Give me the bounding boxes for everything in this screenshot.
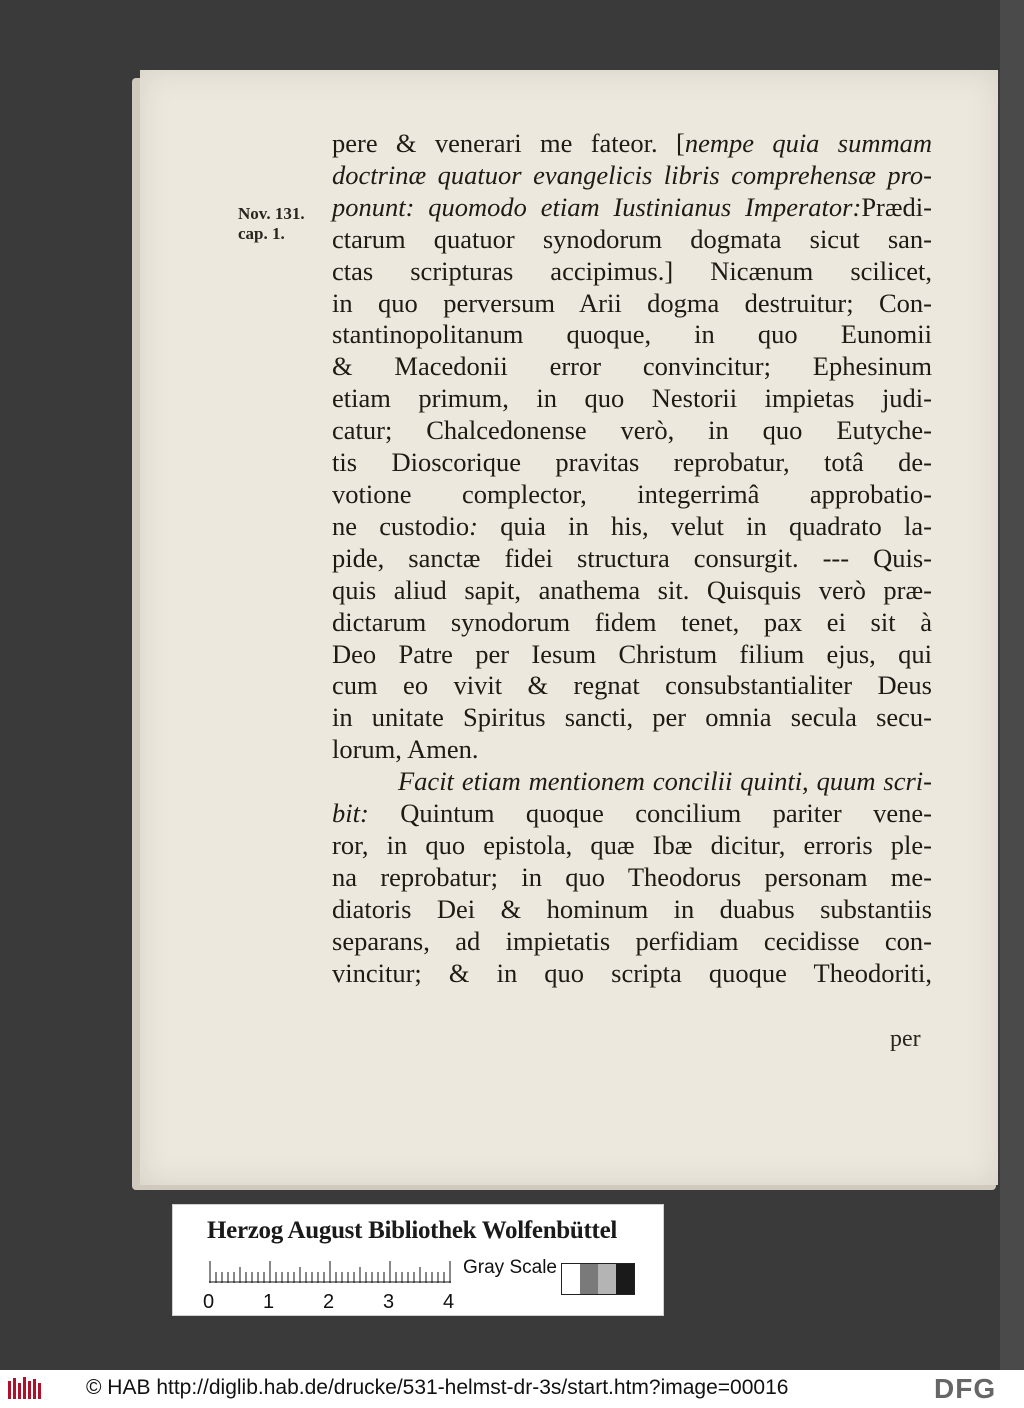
gray-scale-label: Gray Scale xyxy=(463,1257,557,1278)
text-line xyxy=(332,670,932,702)
ruler-number: 4 xyxy=(443,1291,455,1313)
library-name: Herzog August Bibliothek Wolfenbüttel xyxy=(207,1217,618,1244)
footer-bar xyxy=(0,1370,1024,1408)
text-segment: stantinopolitanum quoque, in quo Eunomii xyxy=(332,319,932,350)
color-scale-card xyxy=(172,1204,664,1316)
text-segment: catur; Chalcedonense verò, in quo Eutyche- xyxy=(332,415,932,446)
text-line xyxy=(332,766,932,798)
text-line xyxy=(332,894,932,926)
text-segment: ror, in quo epistola, quæ Ibæ dicitur, erroris ple- xyxy=(332,829,932,860)
gray-scale-swatches xyxy=(561,1263,635,1295)
text-segment: ctas scripturas accipimus.] Nicænum scilicet, xyxy=(332,255,932,286)
text-segment: quis aliud sapit, anathema sit. Quisquis verò præ- xyxy=(332,574,932,605)
text-segment: votione complector, integerrimâ approbatio- xyxy=(332,478,932,509)
text-line xyxy=(332,256,932,288)
ruler-number: 2 xyxy=(323,1291,335,1313)
text-segment: Facit etiam mentionem concilii quinti, quum scri- xyxy=(398,766,932,797)
gray-swatch xyxy=(562,1264,580,1294)
text-segment: nempe quia summam xyxy=(684,128,932,158)
text-line xyxy=(332,192,932,224)
text-segment: ponunt: quomodo etiam Iustinianus Imperator: xyxy=(332,191,862,222)
text-segment: in quo perversum Arii dogma destruitur; Con- xyxy=(332,287,932,318)
text-segment: na reprobatur; in quo Theodorus personam me- xyxy=(332,861,932,892)
copyright-url: © HAB http://diglib.hab.de/drucke/531-helmst-dr-3s/start.htm?image=00016 xyxy=(86,1376,789,1399)
text-line xyxy=(332,958,932,990)
text-line xyxy=(332,511,932,543)
catchword: per xyxy=(890,1026,921,1052)
text-line xyxy=(332,702,932,734)
gray-swatch xyxy=(580,1264,598,1294)
margin-note-line: Nov. 131. xyxy=(238,204,305,223)
text-line xyxy=(332,415,932,447)
text-line xyxy=(332,383,932,415)
text-line xyxy=(332,479,932,511)
text-line xyxy=(332,447,932,479)
text-segment: Quintum quoque concilium pariter vene- xyxy=(368,798,932,829)
text-line xyxy=(332,830,932,862)
text-segment: ctarum quatuor synodorum dogmata sicut san- xyxy=(332,223,932,254)
text-line xyxy=(332,319,932,351)
text-segment: & Macedonii error convincitur; Ephesinum xyxy=(332,351,932,382)
text-segment: pere & venerari me fateor. [ xyxy=(332,128,685,158)
text-segment: vincitur; & in quo scripta quoque Theodoriti, xyxy=(332,957,932,988)
text-segment: doctrinæ quatuor evangelicis libris comprehensæ pro- xyxy=(332,159,932,190)
text-segment: diatoris Dei & hominum in duabus substantiis xyxy=(332,893,932,924)
text-segment: separans, ad impietatis perfidiam cecidisse con- xyxy=(332,925,932,956)
gray-swatch xyxy=(598,1264,616,1294)
text-line xyxy=(332,798,932,830)
text-line xyxy=(332,862,932,894)
text-segment: cum eo vivit & regnat consubstantialiter Deus xyxy=(332,670,932,701)
text-line xyxy=(332,607,932,639)
text-segment: bit: xyxy=(332,798,369,829)
ruler-numbers xyxy=(203,1291,463,1315)
ruler-number: 0 xyxy=(203,1291,215,1313)
margin-note-line: cap. 1. xyxy=(238,224,285,243)
text-segment: tis Dioscorique pravitas reprobatur, totâ de- xyxy=(332,447,932,478)
ruler-number: 3 xyxy=(383,1291,395,1313)
ruler-ticks xyxy=(209,1261,451,1283)
text-line xyxy=(332,128,932,160)
dfg-logo: DFG xyxy=(934,1373,997,1404)
hab-logo-icon xyxy=(6,1375,44,1403)
scanner-backdrop xyxy=(1000,0,1024,1370)
text-line xyxy=(332,639,932,671)
text-segment: lorum, Amen. xyxy=(332,734,479,765)
gray-swatch xyxy=(616,1264,634,1294)
text-line xyxy=(332,543,932,575)
text-line xyxy=(332,288,932,320)
text-segment: : xyxy=(469,510,478,541)
text-segment: ne custodio xyxy=(332,510,470,541)
ruler-number: 1 xyxy=(263,1291,275,1313)
page-text xyxy=(332,128,932,989)
text-line xyxy=(332,351,932,383)
text-line xyxy=(332,160,932,192)
text-line xyxy=(332,926,932,958)
text-segment: pide, sanctæ fidei structura consurgit. --- Quis- xyxy=(332,542,932,573)
text-segment: in unitate Spiritus sancti, per omnia secula secu- xyxy=(332,702,932,733)
text-segment: quia in his, velut in quadrato la- xyxy=(477,510,932,541)
text-segment: dictarum synodorum fidem tenet, pax ei sit à xyxy=(332,606,932,637)
margin-note xyxy=(238,204,318,244)
text-line xyxy=(332,734,932,766)
text-segment: Prædi- xyxy=(861,191,932,222)
text-line xyxy=(332,575,932,607)
text-segment: Deo Patre per Iesum Christum filium ejus, qui xyxy=(332,638,932,669)
text-line xyxy=(332,224,932,256)
text-segment: etiam primum, in quo Nestorii impietas judi- xyxy=(332,383,932,414)
